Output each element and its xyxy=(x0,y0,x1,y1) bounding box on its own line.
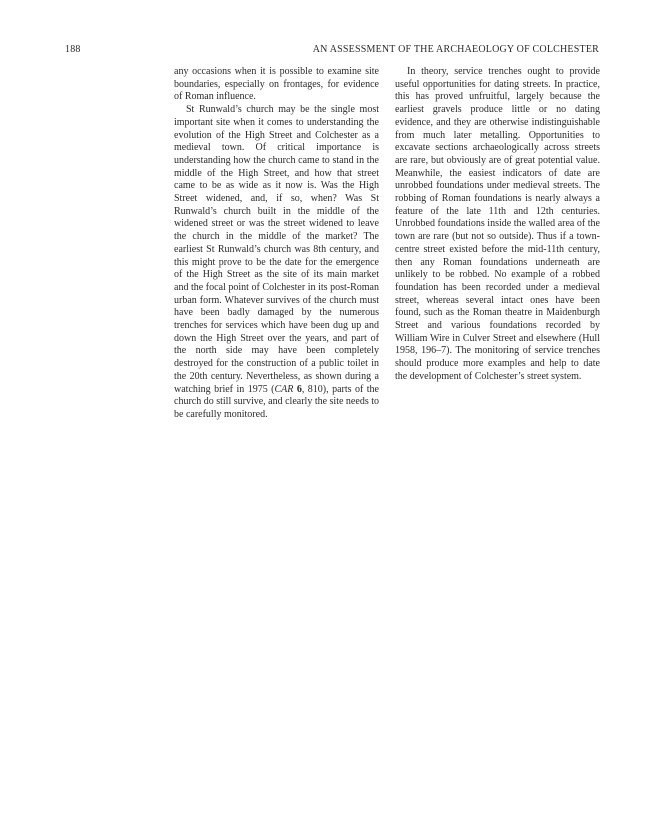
left-paragraph-2-text-b: , 810), parts of the church do still survive, and clearly the site needs to be carefully monitored. xyxy=(174,383,379,420)
left-paragraph-2 xyxy=(174,104,379,422)
car-volume: 6 xyxy=(296,383,302,395)
right-column xyxy=(395,66,600,384)
left-paragraph-1: any occasions when it is possible to examine site boundaries, especially on frontages, for evidence of Roman influence. xyxy=(174,66,379,103)
left-paragraph-2-text-a: St Runwald’s church may be the single most important site when it comes to understanding the evolution of the High Street and Colchester as a medieval town. Of critical importance is understanding how the church came to stand in the middle of the High Street, and how that street came to be as wide as it now is. Was the High Street widened, and, if so, when? Was St Runwald’s church built in the middle of the widened street or was the street widened to leave the church in the middle of the market? The earliest St Runwald’s church was 8th century, and this might prove to be the date for the emergence of the High Street as the site of its main market and the focal point of Colchester in its post-Roman urban form. Whatever survives of the church must have been badly damaged by the numerous trenches for services which have been dug up and down the High Street over the years, and part of the north side may have been completely destroyed for the construction of a public toilet in the 20th century. Nevertheless, as shown during a watching brief in 1975 ( xyxy=(174,104,379,395)
running-title: AN ASSESSMENT OF THE ARCHAEOLOGY OF COLCHESTER xyxy=(312,44,599,55)
right-paragraph-1: In theory, service trenches ought to provide useful opportunities for dating streets. In practice, this has proved unfruitful, largely because the earliest gravels produce little or no dating evidence, and they are otherwise indistinguishable from much later metalling. Opportunities to excavate sections archaeologically across streets are rare, but obviously are of great potential value. Meanwhile, the easiest indicators of date are unrobbed foundations under medieval streets. The robbing of Roman foundations is nearly always a feature of the late 11th and 12th centuries. Unrobbed foundations inside the walled area of the town are rare (but not so outside). Thus if a town-centre street existed before the mid-11th century, then any Roman foundations underneath are unlikely to be robbed. No example of a robbed foundation has been recorded under a medieval street, whereas several intact ones have been found, such as the Roman theatre in Maidenburgh Street and various foundations recorded by William Wire in Culver Street and elsewhere (Hull 1958, 196–7). The monitoring of service trenches should produce more examples and help to date the development of Colchester’s street system. xyxy=(395,66,600,382)
running-head xyxy=(65,43,599,57)
left-column xyxy=(174,66,379,422)
page-number: 188 xyxy=(65,44,81,55)
car-abbreviation: CAR xyxy=(274,383,294,395)
